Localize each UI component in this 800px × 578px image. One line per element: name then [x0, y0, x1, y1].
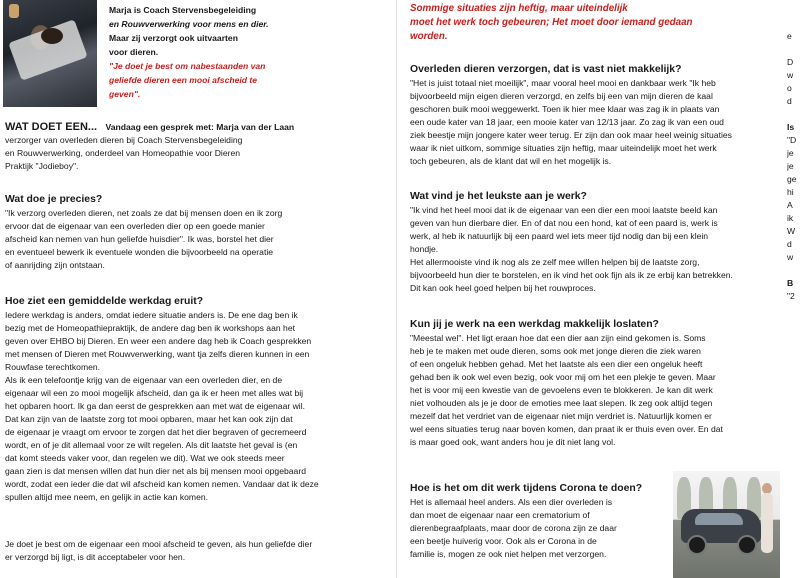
answer-line: Het allermooiste vind ik nog als ze zelf mee willen helpen bij de laatste zorg, — [410, 257, 700, 267]
answer-line: een beetje huiverig voor. Ook als er Corona in de — [410, 536, 597, 546]
answer-line: "Ik verzorg overleden dieren, net zoals ze dat bij mensen doen en ik zorg — [5, 208, 283, 218]
answer-line: of aanrijding zijn ontstaan. — [5, 260, 105, 270]
answer-line: werk, al heb ik natuurlijk bij een paard wel iets meer tijd nodig dan bij een klein — [410, 231, 709, 241]
answer-line: bijvoorbeeld mijn eigen dieren verzorgd, en zelfs bij een van mijn dieren de kaal — [410, 91, 713, 101]
answer-line: mezelf dat het verdriet van de eigenaar niet mijn verdriet is. Natuurlijk komen er — [410, 411, 712, 421]
answer-line: wordt, zodat een ieder die dat wil afscheid kan komen nemen. Vandaar dat ik deze — [5, 479, 319, 489]
pull-quote-line: Sommige situaties zijn heftig, maar uiteindelijk — [410, 3, 628, 14]
answer-line: afscheid kan nemen van hun geliefde huisdier". Ik was, borstel het dier — [5, 234, 274, 244]
answer-line: Je doet je best om de eigenaar een mooi afscheid te geven, als hun geliefde dier — [5, 539, 313, 549]
qa-block-2 — [5, 295, 379, 504]
fragment-text: hi — [787, 187, 794, 197]
answer-line: Iedere werkdag is anders, omdat iedere situatie anders is. De ene dag ben ik — [5, 310, 298, 320]
fragment-text: je — [787, 161, 794, 171]
fragment-text: w — [787, 252, 794, 262]
answer-line: spullen altijd mee neem, en gelijk in actie kan komen. — [5, 492, 209, 502]
answer-line: geschoren buik mooi weggewerkt. Toen ik hier mee klaar was zag ik in plaats van — [410, 104, 720, 114]
qa-block-4 — [410, 190, 780, 295]
fragment-text: d — [787, 96, 792, 106]
qa-block-1 — [5, 193, 379, 272]
question-heading: Hoe is het om dit werk tijdens Corona te doen? — [410, 483, 643, 494]
answer-line: bijvoorbeeld hun dier te borstelen, en ik vind het ook fijn als ik ze erbij kan betrekken. — [410, 270, 733, 280]
fragment-text: A — [787, 200, 793, 210]
answer-line: "Meestal wel". Het ligt eraan hoe dat een dier aan zijn eind gekomen is. Soms — [410, 333, 706, 343]
article-intro-line: Praktijk "Jodieboy". — [5, 161, 79, 171]
answer-line: dan moet de eigenaar naar een crematorium of — [410, 510, 590, 520]
fragment-text: w — [787, 70, 794, 80]
pet-care-photo — [3, 0, 97, 107]
answer-line: en eventueel bewerk ik eventuele wonden die bijvoorbeeld na operatie — [5, 247, 274, 257]
answer-line: familie is, mogen ze ook niet helpen met verzorgen. — [410, 549, 607, 559]
article-intro-line: verzorger van overleden dieren bij Coach Stervensbegeleiding — [5, 135, 243, 145]
qa-block-6 — [410, 482, 672, 561]
question-heading: Hoe ziet een gemiddelde werkdag eruit? — [5, 296, 204, 307]
answer-line: Het is allemaal heel anders. Als een dier overleden is — [410, 497, 613, 507]
answer-line: het is voor mij een kwestie van de gevoelens even te blokkeren. Je kan dit werk — [410, 385, 713, 395]
fragment-text: e — [787, 31, 792, 41]
fragment-text: D — [787, 57, 794, 67]
fragment-text: je — [787, 148, 794, 158]
closing-paragraph — [5, 538, 379, 564]
fragment-text: o — [787, 83, 792, 93]
answer-line: "Ik vind het heel mooi dat ik de eigenaar van een dier een mooi laatste beeld kan — [410, 205, 718, 215]
answer-line: geven over EHBO bij Dieren. En weer een andere dag heb ik Coach gesprekken — [5, 336, 312, 346]
answer-line: ziek beestje mijn jongere kater weer terug. Er zijn dan ook maar heel weinig situaties — [410, 130, 732, 140]
qa-block-5 — [410, 318, 780, 449]
answer-line: gaan zien is dat mensen willen dat hun dier net als bij mensen mooi opgebaard — [5, 466, 306, 476]
question-heading: Wat doe je precies? — [5, 194, 103, 205]
right-column-fragment — [787, 0, 800, 578]
answer-line: "Het is juist totaal niet moeilijk", maar vooral heel mooi en dankbaar werk "Ik heb — [410, 78, 716, 88]
answer-line: Dit kan ook heel goed helpen bij het rouwproces. — [410, 283, 596, 293]
answer-line: Als ik een telefoontje krijg van de eigenaar van een overleden dier, en de — [5, 375, 283, 385]
answer-line: niet volhouden als je je door de emoties mee laat slepen. Ik zeg ook altijd tegen — [410, 398, 713, 408]
column-divider — [396, 0, 397, 578]
fragment-text: d — [787, 239, 792, 249]
fragment-text: W — [787, 226, 796, 236]
pull-quote-line: worden. — [410, 31, 448, 42]
answer-line: Rouwfase terechtkomen. — [5, 362, 101, 372]
fragment-text: ik — [787, 213, 794, 223]
intro-quote-line: geven". — [109, 89, 141, 99]
answer-line: toch gebeuren, als de klant dat wil en het mogelijk is. — [410, 156, 612, 166]
answer-line: is maar goed ook, want anders hou je dit niet lang vol. — [410, 437, 616, 447]
answer-line: wordt, en of je dit allemaal voor ze wilt regelen. Als dit laatste het geval is (en — [5, 440, 298, 450]
fragment-text — [787, 43, 800, 56]
article-intro-line: en Rouwverwerking, onderdeel van Homeopathie voor Dieren — [5, 148, 241, 158]
answer-line: wel eens situaties terug naar boven komen, dan praat ik er thuis even over. En dat — [410, 424, 723, 434]
question-heading: Overleden dieren verzorgen, dat is vast niet makkelijk? — [410, 64, 682, 75]
answer-line: met mensen of Dieren met Rouwverwerking, want tja zelfs dieren kunnen in een — [5, 349, 310, 359]
answer-line: bezig met de Homeopathiepraktijk, de andere dag ben ik workshops aan het — [5, 323, 295, 333]
answer-line: heb je te maken met oude dieren, soms ook met jonge dieren die ziek waren — [410, 346, 701, 356]
pull-quote — [410, 2, 780, 44]
answer-line: eigenaar wil een zo mooi mogelijk afscheid, dan ga ik er heen met alles wat bij — [5, 388, 304, 398]
fragment-text — [787, 108, 800, 121]
question-heading: Wat vind je het leukste aan je werk? — [410, 191, 587, 202]
middle-column — [410, 0, 780, 578]
fragment-text: ge — [787, 174, 797, 184]
intro-line: Maar zij verzorgt ook uitvaarten — [109, 33, 238, 43]
answer-line: er verzorgd bij ligt, is dit acceptabeler voor hen. — [5, 552, 186, 562]
answer-line: het opbaren hoort. Ik ga dan eerst de gesprekken aan met wat de eigenaar wil. — [5, 401, 306, 411]
answer-line: de eigenaar je vraagt om ervoor te zorgen dat het dier begraven of gecremeerd — [5, 427, 307, 437]
intro-line: en Rouwverwerking voor mens en dier. — [109, 19, 269, 29]
fragment-text: B — [787, 278, 794, 288]
intro-block — [109, 3, 369, 101]
question-heading: Kun jij je werk na een werkdag makkelijk loslaten? — [410, 319, 659, 330]
answer-line: een oude kater van 18 jaar, een mooie kater van 12/13 jaar. Zo zag ik van een oud — [410, 117, 724, 127]
answer-line: dat komt steeds vaker voor, dan regelen we dit). Wat we ook steeds meer — [5, 453, 285, 463]
answer-line: waar ik niet uitkom, sommige situaties zijn heftig, maar uiteindelijk moet het werk — [410, 143, 717, 153]
article-subtitle: Vandaag een gesprek met: Marja van der Laan — [105, 122, 295, 132]
intro-line: voor dieren. — [109, 47, 159, 57]
car-photo — [673, 471, 780, 578]
intro-quote-line: geliefde dieren een mooi afscheid te — [109, 75, 258, 85]
answer-line: gehad ben ik ook wel even bezig, ook voor mij om het een plekje te geven. Maar — [410, 372, 716, 382]
fragment-text — [787, 264, 800, 277]
fragment-text: Is — [787, 122, 795, 132]
answer-line: of een ongeluk hebben gehad. Met het laatste als een dier een ongeluk heeft — [410, 359, 703, 369]
article-heading — [5, 121, 381, 173]
article-title: WAT DOET EEN... — [5, 121, 98, 133]
answer-line: hondje. — [410, 244, 439, 254]
answer-line: dierenbegraafplaats, maar door de corona zijn ze daar — [410, 523, 617, 533]
answer-line: geven van hun dierbare dier. En of dat nou een hond, kat of een paard is, werk is — [410, 218, 718, 228]
answer-line: Dat kan zijn van de laatste zorg tot mooi opbaren, maar het kan ook zijn dat — [5, 414, 293, 424]
intro-line: Marja is Coach Stervensbegeleiding — [109, 5, 257, 15]
fragment-text: "D — [787, 135, 797, 145]
pull-quote-line: moet het werk toch gebeuren; Het moet door iemand gedaan — [410, 17, 693, 28]
intro-quote-line: "Je doet je best om nabestaanden van — [109, 61, 266, 71]
left-column — [3, 0, 381, 578]
qa-block-3 — [410, 63, 780, 168]
answer-line: ervoor dat de eigenaar van een overleden dier op een goede manier — [5, 221, 265, 231]
fragment-text: "2 — [787, 291, 795, 301]
